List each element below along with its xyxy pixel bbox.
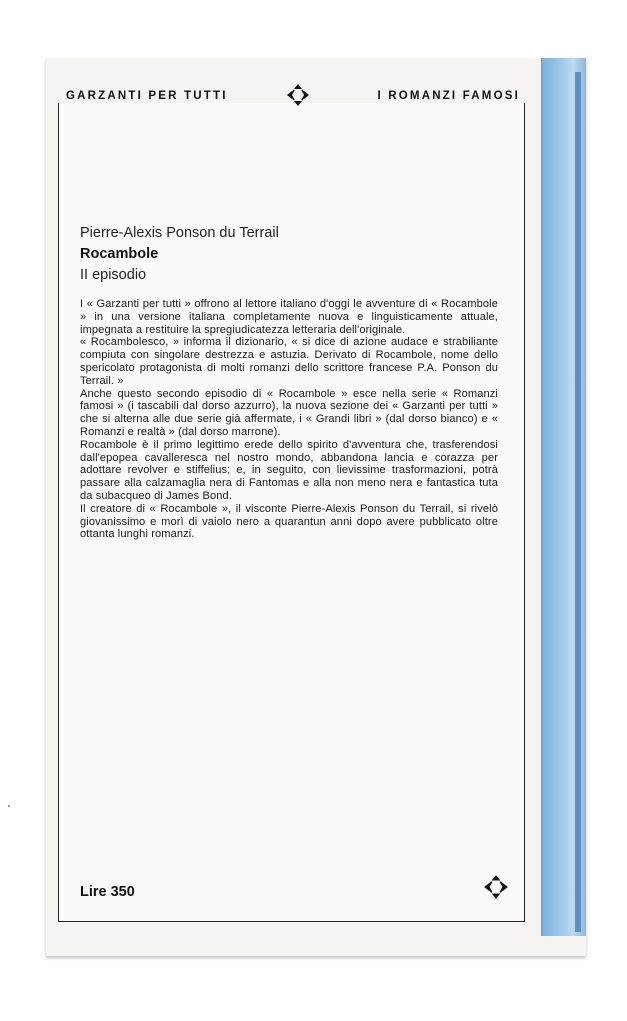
garzanti-diamond-icon bbox=[285, 82, 311, 111]
blurb-paragraph: I « Garzanti per tutti » offrono al lettore italiano d'oggi le avventure di « Rocambole » in una versione italiana completamente nuova e linguisticamente attuale, impegnata a restituire la spregiudicatezza letteraria dell'originale. bbox=[80, 298, 498, 336]
spine-stripe bbox=[575, 72, 581, 932]
blurb-paragraph: « Rocambolesco, » informa il dizionario, « si dice di azione audace e strabiliante compiuta con singolare destrezza e astuzia. Derivato di Rocambole, nome dello spericolato protagonista di molti romanzi dello scrittore francese P.A. Ponson du Terrail. » bbox=[80, 336, 498, 387]
stray-mark bbox=[8, 805, 10, 807]
blurb-paragraph: Rocambole è il primo legittimo erede dello spirito d'avventura che, trasferendosi dall'epopea cavalleresca nel nostro mondo, abbandona lancia e corazza per adottare revolver e stiffelius; e, in seguito, con lievissime trasformazioni, potrà passare alla calzamaglia nera di Fantomas e alla non meno nera e fantastica tuta da subacqueo di James Bond. bbox=[80, 438, 498, 502]
blurb-paragraph: Anche questo secondo episodio di « Rocambole » esce nella serie « Romanzi famosi » (i tascabili dal dorso azzurro), la nuova sezione dei « Garzanti per tutti » che si alterna alle due serie già affermate, i « Grandi libri » (dal dorso bianco) e « Romanzi e realtà » (dal dorso marrone). bbox=[80, 387, 498, 438]
series-name: GARZANTI PER TUTTI bbox=[66, 90, 228, 102]
cover-header bbox=[60, 86, 520, 108]
book-title: Rocambole bbox=[80, 246, 159, 262]
book-episode: II episodio bbox=[80, 267, 147, 283]
book-author: Pierre-Alexis Ponson du Terrail bbox=[80, 225, 279, 241]
garzanti-diamond-icon bbox=[482, 873, 510, 906]
blurb-paragraph: Il creatore di « Rocambole », il visconte Pierre-Alexis Ponson du Terrail, si rivelò giovanissimo e morì di vaiolo nero a quarantun anni dopo avere pubblicato oltre ottanta lunghi romanzi. bbox=[80, 502, 498, 541]
collection-name: I ROMANZI FAMOSI bbox=[377, 90, 520, 102]
book-price: Lire 350 bbox=[80, 884, 135, 900]
blurb-text bbox=[80, 298, 498, 541]
